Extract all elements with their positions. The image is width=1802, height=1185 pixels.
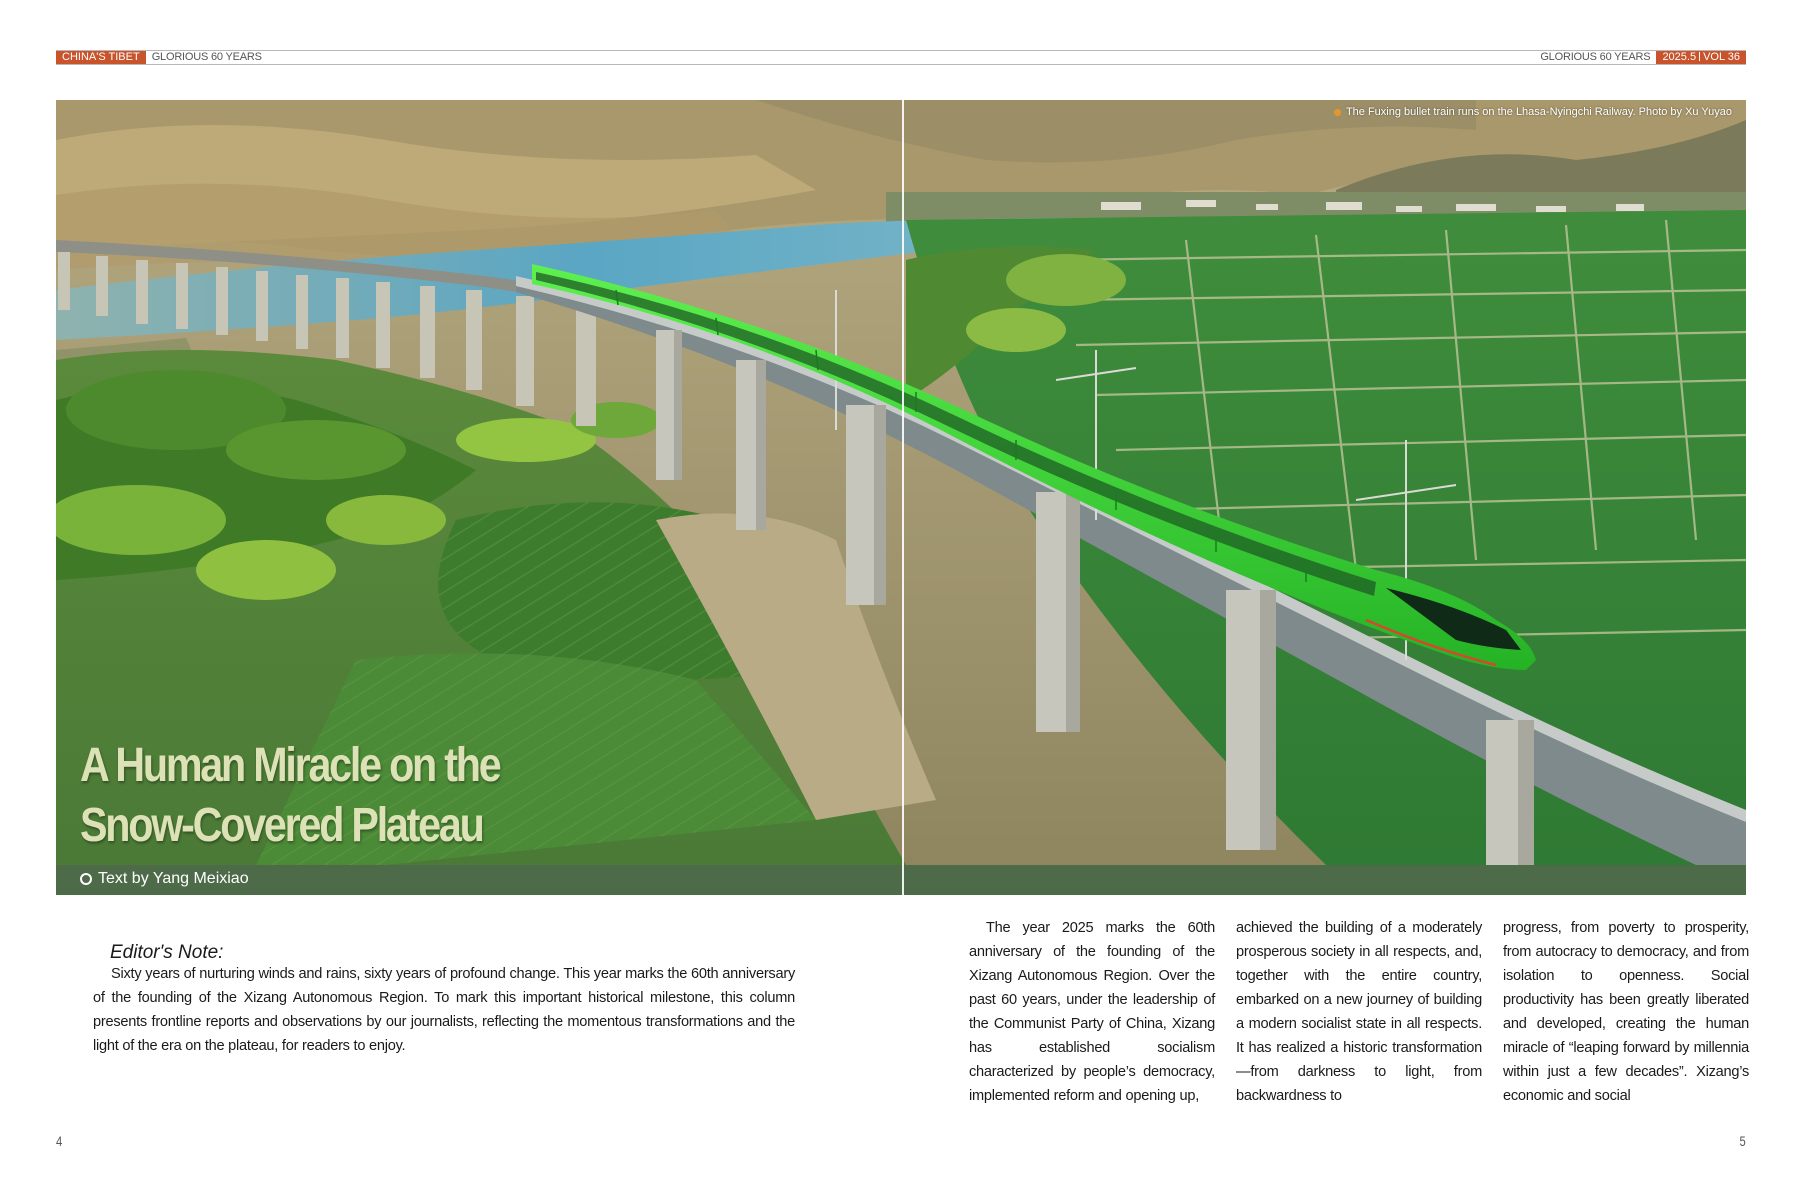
issue-number: 2025.5 bbox=[1662, 51, 1697, 63]
page-number-right: 5 bbox=[1739, 1133, 1746, 1149]
column-title-left: GLORIOUS 60 YEARS bbox=[151, 51, 262, 63]
issue-separator bbox=[1699, 52, 1700, 61]
byline-bar bbox=[56, 865, 1746, 895]
photo-caption bbox=[1334, 106, 1732, 118]
circle-bullet-icon bbox=[80, 873, 92, 885]
section-tag: CHINA'S TIBET bbox=[56, 51, 146, 64]
article-title-line-2: Snow-Covered Plateau bbox=[80, 799, 483, 852]
body-column-1: The year 2025 marks the 60th anniversary of the founding of the Xizang Autonomous Region. Over the past 60 years, under the leadership of the Communist Party of China, Xizang has established socialism characterized by people’s democracy, implemented reform and opening up, bbox=[969, 920, 1215, 1104]
column-title-right: GLORIOUS 60 YEARS bbox=[1540, 51, 1651, 63]
hero-photo bbox=[56, 100, 1746, 865]
body-column-3: progress, from poverty to prosperity, from autocracy to democracy, and from isolation to openness. Social productivity has been greatly liberated and developed, creating the human miracle of “leaping forward by millennia within just a few decades”. Xizang’s economic and social bbox=[1503, 920, 1749, 1104]
volume-number: VOL 36 bbox=[1703, 51, 1740, 63]
editors-note-heading: Editor's Note: bbox=[110, 942, 224, 963]
byline-text: Text by Yang Meixiao bbox=[98, 870, 249, 887]
running-header-left bbox=[56, 51, 268, 64]
header-rule-bottom bbox=[56, 64, 1746, 65]
page-number-left: 4 bbox=[56, 1133, 63, 1149]
caption-dot-icon bbox=[1334, 109, 1341, 116]
photo-caption-text: The Fuxing bullet train runs on the Lhasa-Nyingchi Railway. Photo by Xu Yuyao bbox=[1345, 106, 1732, 118]
spread-gutter bbox=[902, 100, 904, 895]
article-title bbox=[80, 736, 499, 856]
running-header-right bbox=[1534, 51, 1746, 64]
article-title-line-1: A Human Miracle on the bbox=[80, 739, 500, 792]
body-column-2: achieved the building of a moderately prosperous society in all respects, and, together with the entire country, embarked on a new journey of building a modern socialist state in all respects. It has realized a historic transformation—from darkness to light, from backwardness to bbox=[1236, 920, 1482, 1104]
issue-tag bbox=[1656, 51, 1746, 64]
editors-note-body: Sixty years of nurturing winds and rains, sixty years of profound change. This year marks the 60th anniversary of the founding of the Xizang Autonomous Region. To mark this important historical milestone, this column presents frontline reports and observations by our journalists, reflecting the momentous transformations and the light of the era on the plateau, for readers to enjoy. bbox=[93, 966, 795, 1054]
byline bbox=[80, 870, 249, 888]
header-rule-top bbox=[56, 50, 1746, 51]
